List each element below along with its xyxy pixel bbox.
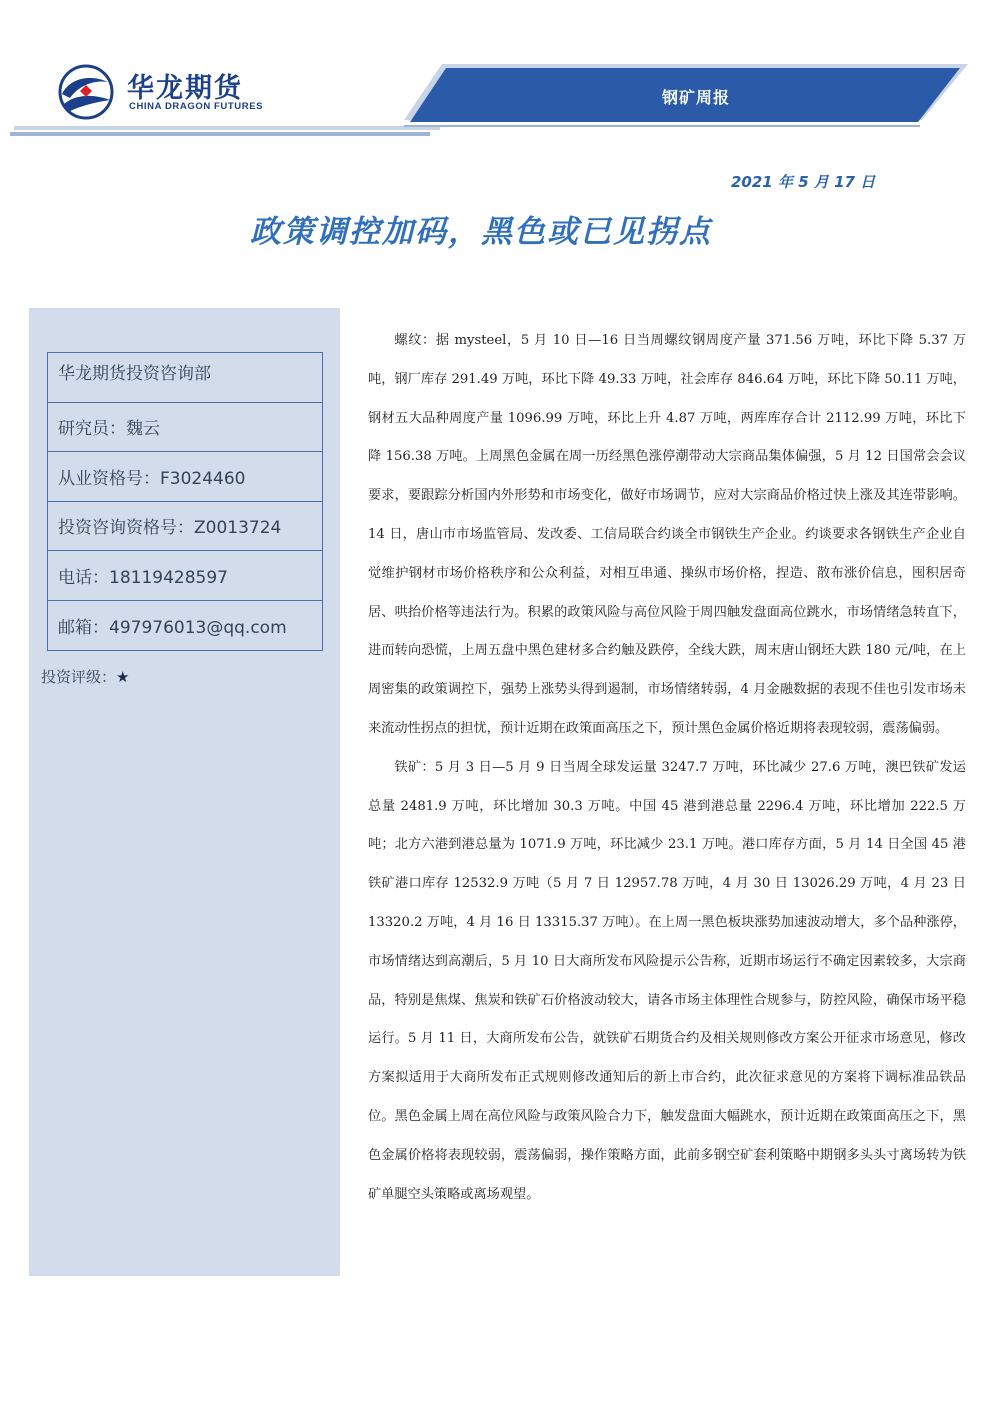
analyst-info-box xyxy=(47,352,323,651)
report-date: 2021 年 5 月 17 日 xyxy=(731,173,876,191)
iron-ore-paragraph: 铁矿：5 月 3 日—5 月 9 日当周全球发运量 3247.7 万吨，环比减少 27.6 万吨，澳巴铁矿发运总量 2481.9 万吨，环比增加 30.3 万吨。中国 45 港到港总量 2296.4 万吨，环比增加 222.5 万吨；北方六港到港总量为 1071.9 万吨，环比减少 23.1 万吨。港口库存方面，5 月 14 日全国 45 港铁矿港口库存 12532.9 万吨（5 月 7 日 12957.78 万吨，4 月 30 日 13026.29 万吨，4 月 23 日 13320.2 万吨，4 月 16 日 13315.37 万吨）。在上周一黑色板块涨势加速波动增大，多个品种涨停，市场情绪达到高潮后，5 月 10 日大商所发布风险提示公告称，近期市场运行不确定因素较多，大宗商品，特别是焦煤、焦炭和铁矿石价格波动较大，请各市场主体理性合规参与，防控风险，确保市场平稳运行。5 月 11 日，大商所发布公告，就铁矿石期货合约及相关规则修改方案公开征求市场意见，修改方案拟适用于大商所发布正式规则修改通知后的新上市合约，此次征求意见的方案将下调标准品铁品位。黑色金属上周在高位风险与政策风险合力下，触发盘面大幅跳水，预计近期在政策面高压之下，黑色金属价格将表现较弱，震荡偏弱，操作策略方面，此前多钢空矿套利策略中期钢多头头寸离场转为铁矿单腿空头策略或离场观望。 xyxy=(368,759,966,1202)
consulting-qualification-row: 投资咨询资格号：Z0013724 xyxy=(48,502,322,552)
report-title: 政策调控加码，黑色或已见拐点 xyxy=(250,214,712,250)
company-name-cn: 华龙期货 xyxy=(127,73,243,104)
star-icon: ★ xyxy=(116,668,130,686)
department-row: 华龙期货投资咨询部 xyxy=(48,353,322,403)
report-body xyxy=(368,322,966,1214)
researcher-row: 研究员：魏云 xyxy=(48,403,322,453)
report-type-label: 钢矿周报 xyxy=(662,88,731,107)
header-banner xyxy=(0,60,992,140)
rebar-paragraph: 螺纹：据 mysteel，5 月 10 日—16 日当周螺纹钢周度产量 371.56 万吨，环比下降 5.37 万吨，钢厂库存 291.49 万吨，环比下降 49.33 万吨，社会库存 846.64 万吨，环比下降 50.11 万吨，钢材五大品种周度产量 1096.99 万吨，环比上升 4.87 万吨，两库库存合计 2112.99 万吨，环比下降 156.38 万吨。上周黑色金属在周一历经黑色涨停潮带动大宗商品集体偏强，5 月 12 日国常会会议要求，要跟踪分析国内外形势和市场变化，做好市场调节，应对大宗商品价格过快上涨及其连带影响。14 日，唐山市市场监管局、发改委、工信局联合约谈全市钢铁生产企业。约谈要求各钢铁生产企业自觉维护钢材市场价格秩序和公众利益，对相互串通、操纵市场价格，捏造、散布涨价信息，囤积居奇居、哄抬价格等违法行为。积累的政策风险与高位风险于周四触发盘面高位跳水，市场情绪急转直下，进而转向恐慌，上周五盘中黑色建材多合约触及跌停，全线大跌，周末唐山钢坯大跌 180 元/吨，在上周密集的政策调控下，强势上涨势头得到遏制，市场情绪转弱，4 月金融数据的表现不佳也引发市场未来流动性拐点的担忧，预计近期在政策面高压之下，预计黑色金属价格近期将表现较弱，震荡偏弱。 xyxy=(368,333,966,736)
investment-rating xyxy=(41,666,129,687)
rating-label: 投资评级： xyxy=(41,668,117,686)
phone-row: 电话：18119428597 xyxy=(48,551,322,601)
qualification-number-row: 从业资格号：F3024460 xyxy=(48,452,322,502)
company-name-en: CHINA DRAGON FUTURES xyxy=(129,101,264,112)
report-header xyxy=(0,0,992,145)
email-row: 邮箱：497976013@qq.com xyxy=(58,617,287,638)
